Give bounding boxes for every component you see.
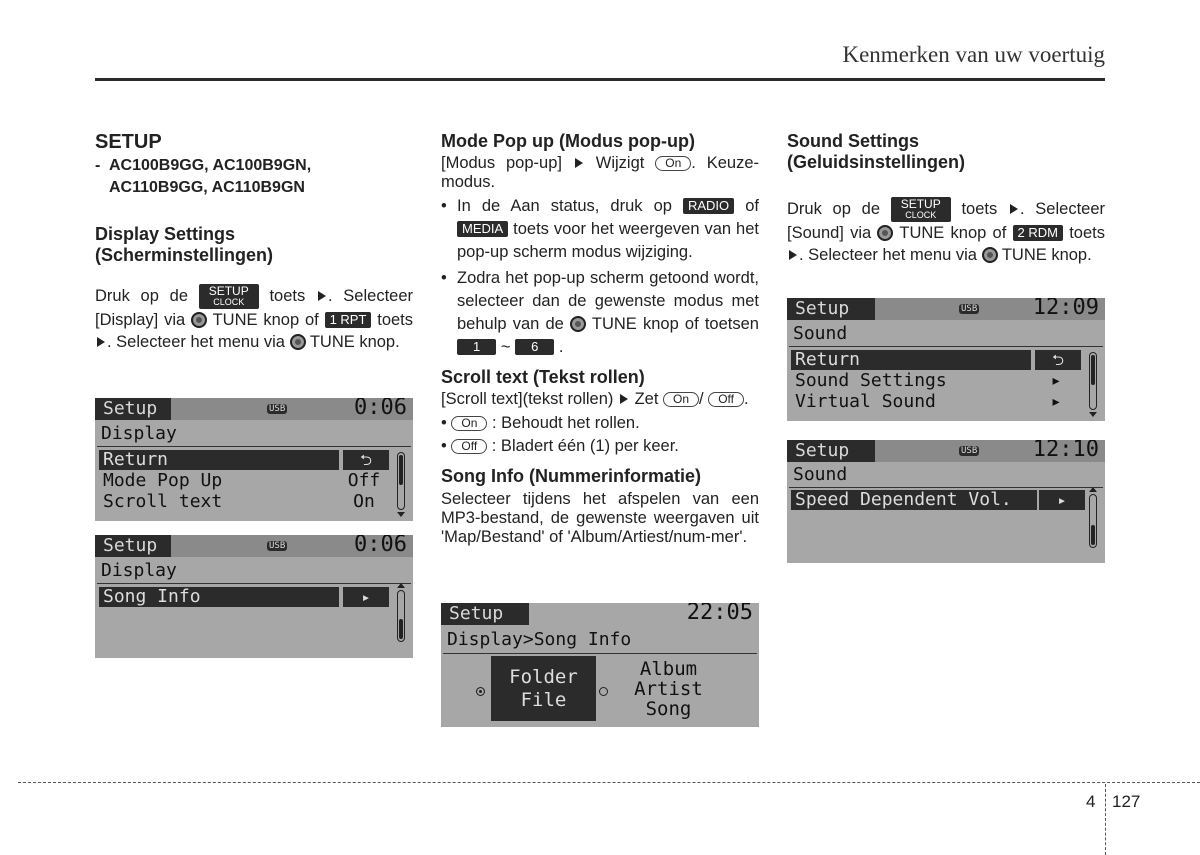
screen-title: Setup bbox=[95, 535, 171, 557]
model-codes bbox=[95, 155, 413, 199]
screen-time: 12:09 bbox=[1032, 298, 1099, 320]
screen-divider bbox=[443, 653, 757, 654]
tune-knob-icon bbox=[290, 334, 306, 350]
screen-topbar bbox=[787, 298, 1105, 320]
menu-row-song-info: Song Info bbox=[99, 587, 339, 607]
screen-topbar bbox=[95, 398, 413, 420]
screen-topbar bbox=[441, 603, 759, 625]
scroll-down-icon bbox=[397, 512, 405, 517]
text-span: toets bbox=[269, 287, 306, 305]
display-settings-title: Display Settings bbox=[95, 224, 236, 244]
submenu-arrow-icon: ▸ bbox=[1050, 391, 1062, 412]
tune-knob-icon bbox=[877, 225, 893, 241]
chapter-number: 4 bbox=[1086, 792, 1096, 811]
column-sound-settings bbox=[787, 131, 1105, 266]
screen-subtitle: Sound bbox=[793, 464, 848, 485]
screen-subtitle: Sound bbox=[793, 323, 848, 344]
text-span: TUNE knop of toetsen bbox=[591, 315, 759, 333]
right-arrow-icon bbox=[97, 337, 105, 347]
rpt-key: 1 RPT bbox=[325, 312, 372, 328]
option-album-artist-song bbox=[616, 659, 721, 719]
bullet-item bbox=[441, 267, 759, 359]
header-rule bbox=[95, 78, 1105, 81]
on-button-label: On bbox=[451, 416, 487, 431]
screen-time: 0:06 bbox=[354, 398, 407, 420]
scroll-text-heading: Scroll text (Tekst rollen) bbox=[441, 367, 645, 387]
display-instructions bbox=[95, 284, 413, 353]
text-span: Zet bbox=[634, 390, 659, 408]
sound-instructions bbox=[787, 197, 1105, 266]
radio-key: RADIO bbox=[683, 198, 734, 214]
song-info-heading: Song Info (Nummerinformatie) bbox=[441, 466, 701, 486]
option-line: File bbox=[520, 689, 567, 711]
text-span: ~ bbox=[500, 338, 511, 356]
text-span: . bbox=[558, 338, 564, 356]
menu-value: On bbox=[353, 491, 375, 512]
text-span: In de Aan status, druk op bbox=[457, 197, 672, 215]
right-arrow-icon bbox=[575, 158, 583, 168]
models-line-2: AC110B9GG, AC110B9GN bbox=[109, 179, 305, 196]
menu-row-virtual-sound: Virtual Sound bbox=[795, 391, 936, 412]
radio-unselected-icon bbox=[599, 687, 608, 696]
display-screen-1 bbox=[95, 398, 413, 521]
models-dash: - bbox=[95, 157, 101, 174]
right-arrow-icon bbox=[318, 291, 326, 301]
right-arrow-icon bbox=[789, 250, 797, 260]
scroll-up-icon bbox=[397, 583, 405, 588]
text-span: toets voor het weergeven van het pop-up scherm modus wijziging. bbox=[457, 220, 759, 261]
sound-settings-heading bbox=[787, 131, 1105, 173]
scroll-up-icon bbox=[1089, 487, 1097, 492]
display-settings-subtitle: (Scherminstellingen) bbox=[95, 245, 274, 265]
text-span: of bbox=[745, 197, 759, 215]
text-span: TUNE knop. bbox=[309, 333, 400, 351]
menu-row-sound-settings: Sound Settings bbox=[795, 370, 947, 391]
text-span: [Scroll text](tekst rollen) bbox=[441, 390, 614, 408]
scroll-text-paragraph bbox=[441, 390, 759, 409]
text-span: TUNE knop. bbox=[1001, 246, 1092, 264]
bullet-glyph: • bbox=[441, 197, 447, 215]
scroll-down-icon bbox=[1089, 412, 1097, 417]
column-setup bbox=[95, 131, 413, 353]
text-span: . Selecteer het menu via bbox=[107, 333, 285, 351]
screen-time: 22:05 bbox=[686, 603, 753, 625]
off-button-label: Off bbox=[708, 392, 744, 407]
on-button-label: On bbox=[663, 392, 699, 407]
preset-key-6: 6 bbox=[515, 339, 554, 355]
setup-clock-key: SETUP CLOCK bbox=[199, 284, 259, 309]
right-arrow-icon bbox=[620, 394, 628, 404]
scrollbar bbox=[1089, 352, 1097, 410]
text-span: : Bladert één (1) per keer. bbox=[491, 437, 679, 455]
text-span: . Selecteer [Sound] via bbox=[787, 200, 1105, 242]
radio-selected-icon bbox=[476, 687, 485, 696]
scroll-off-item bbox=[441, 435, 759, 458]
screen-subtitle: Display bbox=[101, 423, 177, 444]
text-span: . Keuze-modus. bbox=[441, 154, 759, 191]
text-span: TUNE knop of bbox=[899, 224, 1007, 242]
text-span: toets bbox=[1069, 224, 1105, 242]
bullet-glyph: • bbox=[441, 269, 447, 287]
song-info-screen bbox=[441, 603, 759, 727]
submenu-arrow-icon: ▸ bbox=[1039, 490, 1085, 510]
text-span: Zodra het pop-up scherm getoond wordt, selecteer dan de gewenste modus met behulp van de bbox=[457, 269, 759, 333]
song-info-text: Selecteer tijdens het afspelen van een MP3-bestand, de gewenste weergaven uit 'Map/Bestand' of 'Album/Artiest/num-mer'. bbox=[441, 490, 759, 546]
submenu-arrow-icon: ▸ bbox=[1050, 370, 1062, 391]
menu-row-return: Return bbox=[99, 450, 339, 470]
text-span: toets bbox=[377, 311, 414, 329]
text-span: : Behoudt het rollen. bbox=[491, 414, 640, 432]
text-span: . Selecteer het menu via bbox=[799, 246, 977, 264]
text-span: . Selecteer [Display] via bbox=[95, 287, 413, 329]
menu-row-mode-pop-up: Mode Pop Up bbox=[103, 470, 223, 491]
screen-time: 0:06 bbox=[354, 535, 407, 557]
text-span: / bbox=[699, 390, 704, 408]
scrollbar bbox=[397, 590, 405, 642]
media-key: MEDIA bbox=[457, 221, 508, 237]
screen-title: Setup bbox=[95, 398, 171, 420]
on-button-label: On bbox=[655, 156, 691, 171]
preset-key-1: 1 bbox=[457, 339, 496, 355]
text-span: Wijzigt bbox=[595, 154, 645, 172]
setup-clock-key: SETUP CLOCK bbox=[891, 197, 951, 222]
section-heading: SETUP bbox=[95, 131, 162, 153]
display-settings-heading bbox=[95, 224, 413, 266]
footer-vertical-rule bbox=[1105, 784, 1106, 855]
screen-topbar bbox=[787, 440, 1105, 462]
text-span: . bbox=[744, 390, 749, 408]
column-mode-pop-up bbox=[441, 131, 759, 547]
usb-badge: USB bbox=[961, 446, 978, 456]
rdm-key: 2 RDM bbox=[1013, 225, 1063, 241]
option-line: Artist bbox=[634, 678, 703, 700]
bullet-glyph: • bbox=[441, 414, 447, 432]
option-line: Song bbox=[645, 698, 692, 720]
sound-screen-1 bbox=[787, 298, 1105, 421]
usb-badge: USB bbox=[961, 304, 978, 314]
usb-badge: USB bbox=[269, 541, 286, 551]
text-span: Druk op de bbox=[787, 200, 880, 218]
scrollbar bbox=[397, 452, 405, 510]
menu-row-speed-dependent-vol: Speed Dependent Vol. bbox=[791, 490, 1037, 510]
screen-title: Setup bbox=[441, 603, 529, 625]
option-line: Album bbox=[639, 658, 698, 680]
menu-row-return: Return bbox=[791, 350, 1031, 370]
text-span: [Modus pop-up] bbox=[441, 154, 562, 172]
screen-title: Setup bbox=[787, 298, 875, 320]
page-number: 127 bbox=[1112, 792, 1141, 811]
right-arrow-icon bbox=[1010, 204, 1018, 214]
bullet-item bbox=[441, 195, 759, 264]
tune-knob-icon bbox=[191, 312, 207, 328]
text-span: toets bbox=[961, 200, 998, 218]
menu-row-scroll-text: Scroll text bbox=[103, 491, 223, 512]
mode-pop-up-text bbox=[441, 154, 759, 192]
text-span: TUNE knop of bbox=[212, 311, 319, 329]
screen-title: Setup bbox=[787, 440, 875, 462]
screen-divider bbox=[97, 583, 411, 584]
screen-subtitle: Display bbox=[101, 560, 177, 581]
sound-screen-2 bbox=[787, 440, 1105, 563]
off-button-label: Off bbox=[451, 439, 487, 454]
mode-pop-up-heading: Mode Pop up (Modus pop-up) bbox=[441, 131, 695, 151]
submenu-arrow-icon: ▸ bbox=[343, 587, 389, 607]
return-icon: ⮌ bbox=[1035, 350, 1081, 370]
screen-divider bbox=[789, 487, 1103, 488]
tune-knob-icon bbox=[982, 247, 998, 263]
option-line: Folder bbox=[509, 666, 578, 688]
option-folder-file bbox=[491, 656, 596, 721]
text-span: Druk op de bbox=[95, 287, 188, 305]
screen-divider bbox=[97, 446, 411, 447]
tune-knob-icon bbox=[570, 316, 586, 332]
models-line-1: AC100B9GG, AC100B9GN, bbox=[109, 157, 312, 174]
screen-time: 12:10 bbox=[1032, 440, 1099, 462]
footer-dashed-rule bbox=[18, 782, 1200, 783]
return-icon: ⮌ bbox=[343, 450, 389, 470]
sound-settings-title: Sound Settings bbox=[787, 131, 919, 151]
scroll-on-item bbox=[441, 412, 759, 435]
screen-topbar bbox=[95, 535, 413, 557]
sound-settings-subtitle: (Geluidsinstellingen) bbox=[787, 152, 966, 172]
screen-divider bbox=[789, 346, 1103, 347]
usb-badge: USB bbox=[269, 404, 286, 414]
screen-subtitle: Display>Song Info bbox=[447, 629, 632, 650]
display-screen-2 bbox=[95, 535, 413, 658]
page-header-title: Kenmerken van uw voertuig bbox=[842, 42, 1105, 67]
bullet-glyph: • bbox=[441, 437, 447, 455]
menu-value: Off bbox=[347, 470, 381, 491]
scrollbar bbox=[1089, 494, 1097, 548]
